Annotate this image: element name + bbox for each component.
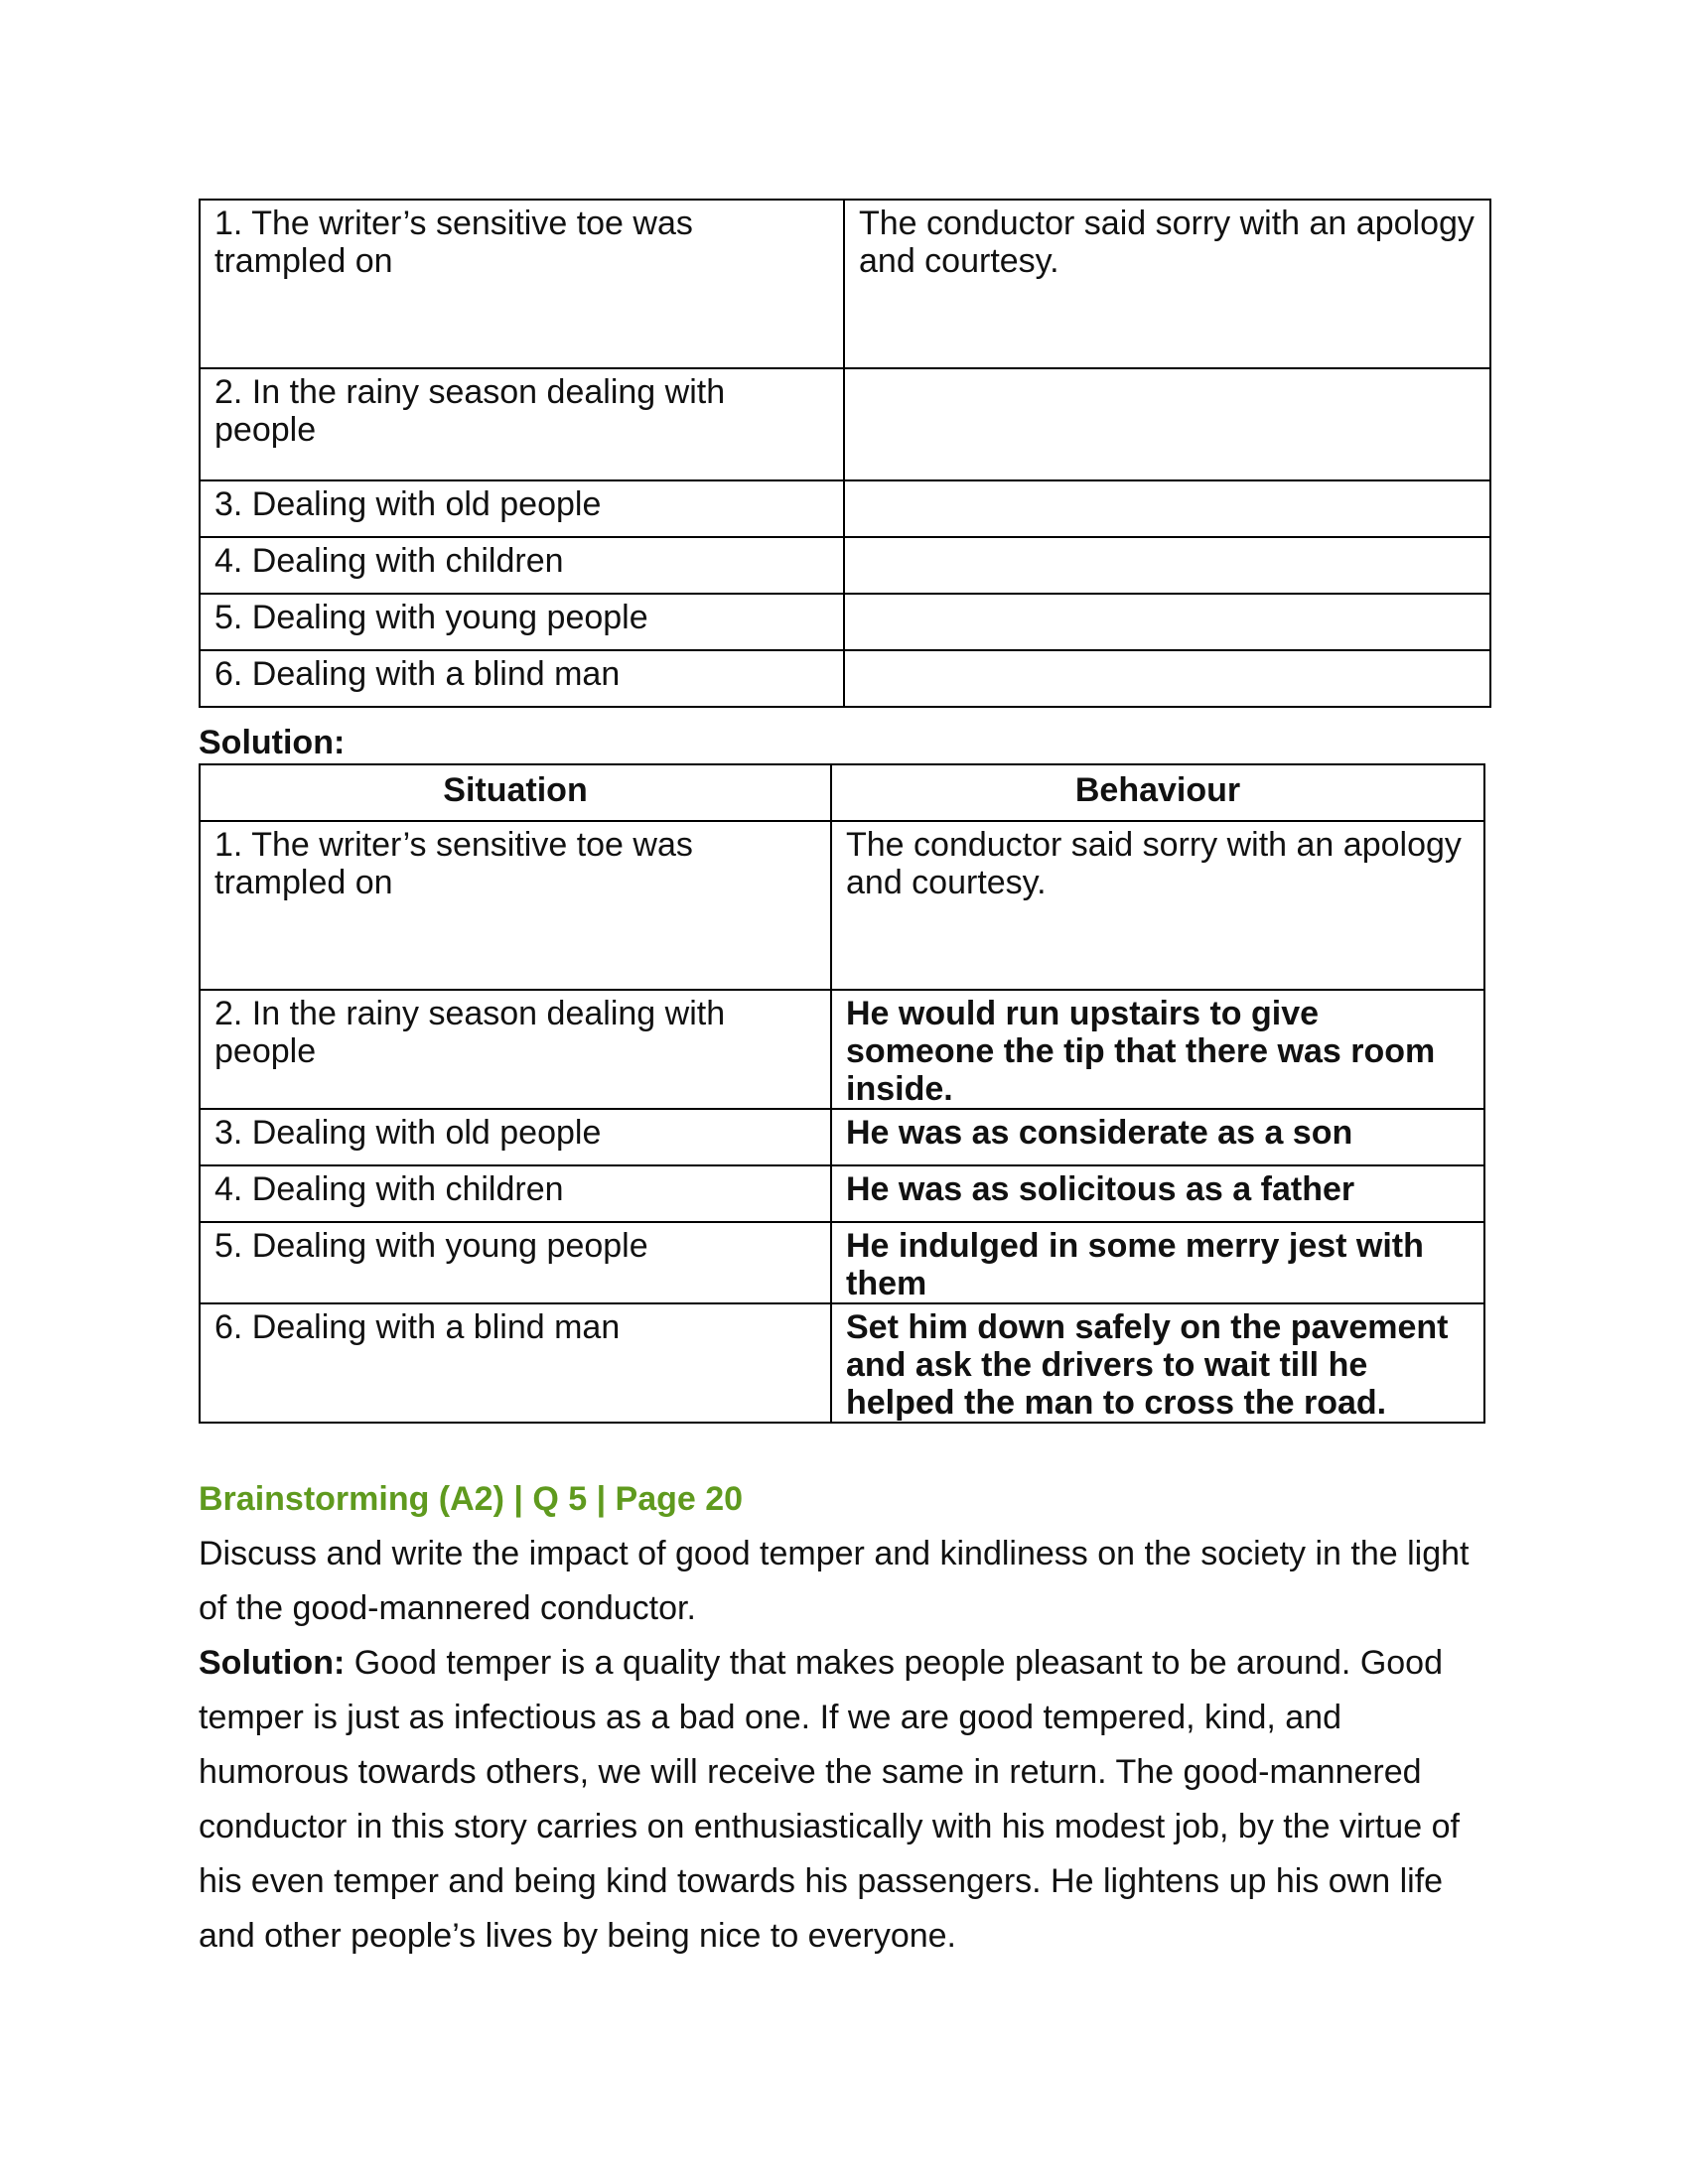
- situation-cell: 4. Dealing with children: [200, 1165, 831, 1222]
- situation-cell: 6. Dealing with a blind man: [200, 1303, 831, 1423]
- behaviour-cell: [844, 480, 1490, 537]
- question-text: Discuss and write the impact of good temper and kindliness on the society in the light of the good-mannered conductor.: [199, 1535, 1470, 1627]
- situation-cell: 2. In the rainy season dealing with people: [200, 368, 844, 480]
- behaviour-cell: Set him down safely on the pavement and ask the drivers to wait till he helped the man to cross the road.: [831, 1303, 1484, 1423]
- situation-cell: 3. Dealing with old people: [200, 480, 844, 537]
- table-row: [200, 1165, 1484, 1222]
- table-header-row: [200, 764, 1484, 821]
- behaviour-cell: [844, 368, 1490, 480]
- section-heading: Brainstorming (A2) | Q 5 | Page 20: [199, 1480, 744, 1518]
- situation-cell: 5. Dealing with young people: [200, 594, 844, 650]
- situation-cell: 5. Dealing with young people: [200, 1222, 831, 1303]
- table-row: [200, 200, 1490, 368]
- table-row: [200, 1109, 1484, 1165]
- table-row: [200, 368, 1490, 480]
- table-row: [200, 821, 1484, 990]
- situation-cell: 2. In the rainy season dealing with people: [200, 990, 831, 1109]
- behaviour-cell: [844, 594, 1490, 650]
- table-row: [200, 480, 1490, 537]
- solution-label: Solution:: [199, 724, 346, 761]
- situation-header: Situation: [200, 764, 831, 821]
- answer-paragraph: [199, 1636, 1499, 1964]
- answer-text: Good temper is a quality that makes people pleasant to be around. Good temper is just as infectious as a bad one. If we are good tempered, kind, and humorous towards others, we will receive the same in return. The good-mannered conductor in this story carries on enthusiastically with his modest job, by the virtue of his even temper and being kind towards his passengers. He lightens up his own life and other people’s lives by being nice to everyone.: [199, 1644, 1460, 1955]
- behaviour-cell: The conductor said sorry with an apology and courtesy.: [844, 200, 1490, 368]
- table-row: [200, 1222, 1484, 1303]
- behaviour-cell: The conductor said sorry with an apology and courtesy.: [831, 821, 1484, 990]
- behaviour-header: Behaviour: [831, 764, 1484, 821]
- answer-label: Solution:: [199, 1644, 346, 1682]
- behaviour-cell: He would run upstairs to give someone the tip that there was room inside.: [831, 990, 1484, 1109]
- table-row: [200, 594, 1490, 650]
- behaviour-cell: [844, 650, 1490, 707]
- behaviour-cell: He indulged in some merry jest with them: [831, 1222, 1484, 1303]
- solution-table: [199, 763, 1485, 1424]
- table-row: [200, 537, 1490, 594]
- question-table: [199, 199, 1491, 708]
- situation-cell: 4. Dealing with children: [200, 537, 844, 594]
- situation-cell: 1. The writer’s sensitive toe was trampled on: [200, 200, 844, 368]
- situation-cell: 1. The writer’s sensitive toe was trampled on: [200, 821, 831, 990]
- table-row: [200, 990, 1484, 1109]
- behaviour-cell: He was as considerate as a son: [831, 1109, 1484, 1165]
- behaviour-cell: He was as solicitous as a father: [831, 1165, 1484, 1222]
- situation-cell: 6. Dealing with a blind man: [200, 650, 844, 707]
- table-row: [200, 650, 1490, 707]
- table-row: [200, 1303, 1484, 1423]
- situation-cell: 3. Dealing with old people: [200, 1109, 831, 1165]
- behaviour-cell: [844, 537, 1490, 594]
